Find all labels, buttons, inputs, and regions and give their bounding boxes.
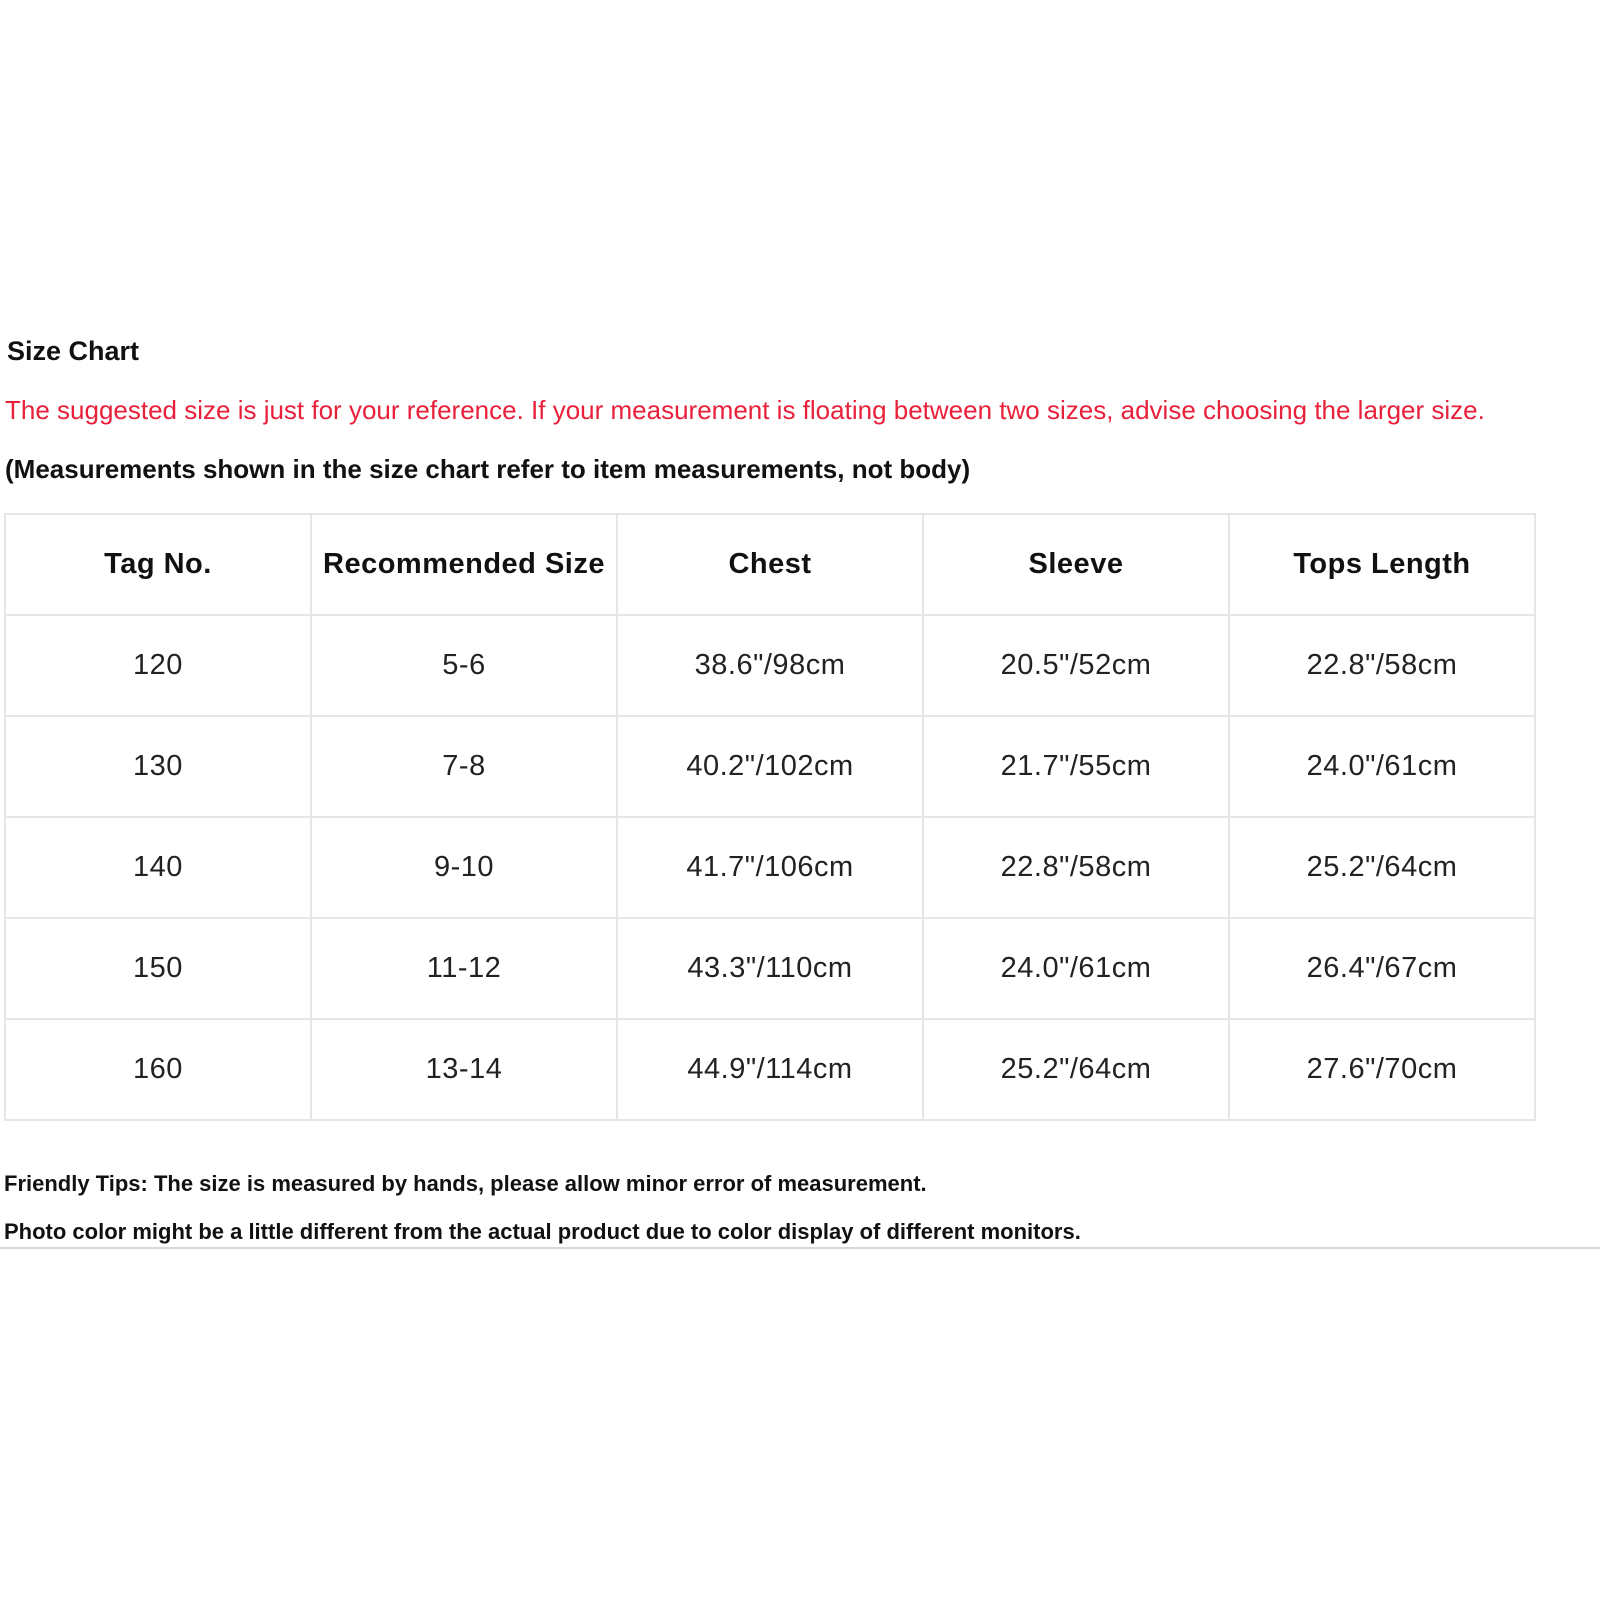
cell-tops-length: 22.8"/58cm [1229,615,1535,716]
header-recommended-size: Recommended Size [311,514,617,615]
cell-recommended-size: 7-8 [311,716,617,817]
cell-sleeve: 25.2"/64cm [923,1019,1229,1120]
header-sleeve: Sleeve [923,514,1229,615]
cell-tops-length: 25.2"/64cm [1229,817,1535,918]
measurement-note: (Measurements shown in the size chart refer to item measurements, not body) [5,454,971,484]
cell-sleeve: 20.5"/52cm [923,615,1229,716]
cell-sleeve: 24.0"/61cm [923,918,1229,1019]
cell-chest: 38.6"/98cm [617,615,923,716]
cell-sleeve: 22.8"/58cm [923,817,1229,918]
header-tops-length: Tops Length [1229,514,1535,615]
friendly-tip: Friendly Tips: The size is measured by hands, please allow minor error of measurement. [4,1171,927,1196]
size-table [4,513,1536,1121]
page-title: Size Chart [7,336,140,366]
cell-recommended-size: 13-14 [311,1019,617,1120]
cell-chest: 40.2"/102cm [617,716,923,817]
cell-sleeve: 21.7"/55cm [923,716,1229,817]
cell-tag-no: 140 [5,817,311,918]
cell-chest: 41.7"/106cm [617,817,923,918]
cell-chest: 44.9"/114cm [617,1019,923,1120]
header-chest: Chest [617,514,923,615]
cell-chest: 43.3"/110cm [617,918,923,1019]
cell-recommended-size: 9-10 [311,817,617,918]
cell-tag-no: 150 [5,918,311,1019]
cell-tag-no: 160 [5,1019,311,1120]
divider [0,1247,1600,1249]
cell-tops-length: 24.0"/61cm [1229,716,1535,817]
table-row [5,615,1535,716]
table-row [5,1019,1535,1120]
cell-tops-length: 26.4"/67cm [1229,918,1535,1019]
header-tag-no: Tag No. [5,514,311,615]
table-row [5,918,1535,1019]
table-row [5,817,1535,918]
cell-tag-no: 120 [5,615,311,716]
color-disclaimer: Photo color might be a little different from the actual product due to color display of different monitors. [4,1219,1081,1244]
cell-tops-length: 27.6"/70cm [1229,1019,1535,1120]
size-notice: The suggested size is just for your reference. If your measurement is floating between two sizes, advise choosing the larger size. [5,395,1485,425]
cell-recommended-size: 11-12 [311,918,617,1019]
cell-tag-no: 130 [5,716,311,817]
cell-recommended-size: 5-6 [311,615,617,716]
table-row [5,716,1535,817]
table-header-row [5,514,1535,615]
